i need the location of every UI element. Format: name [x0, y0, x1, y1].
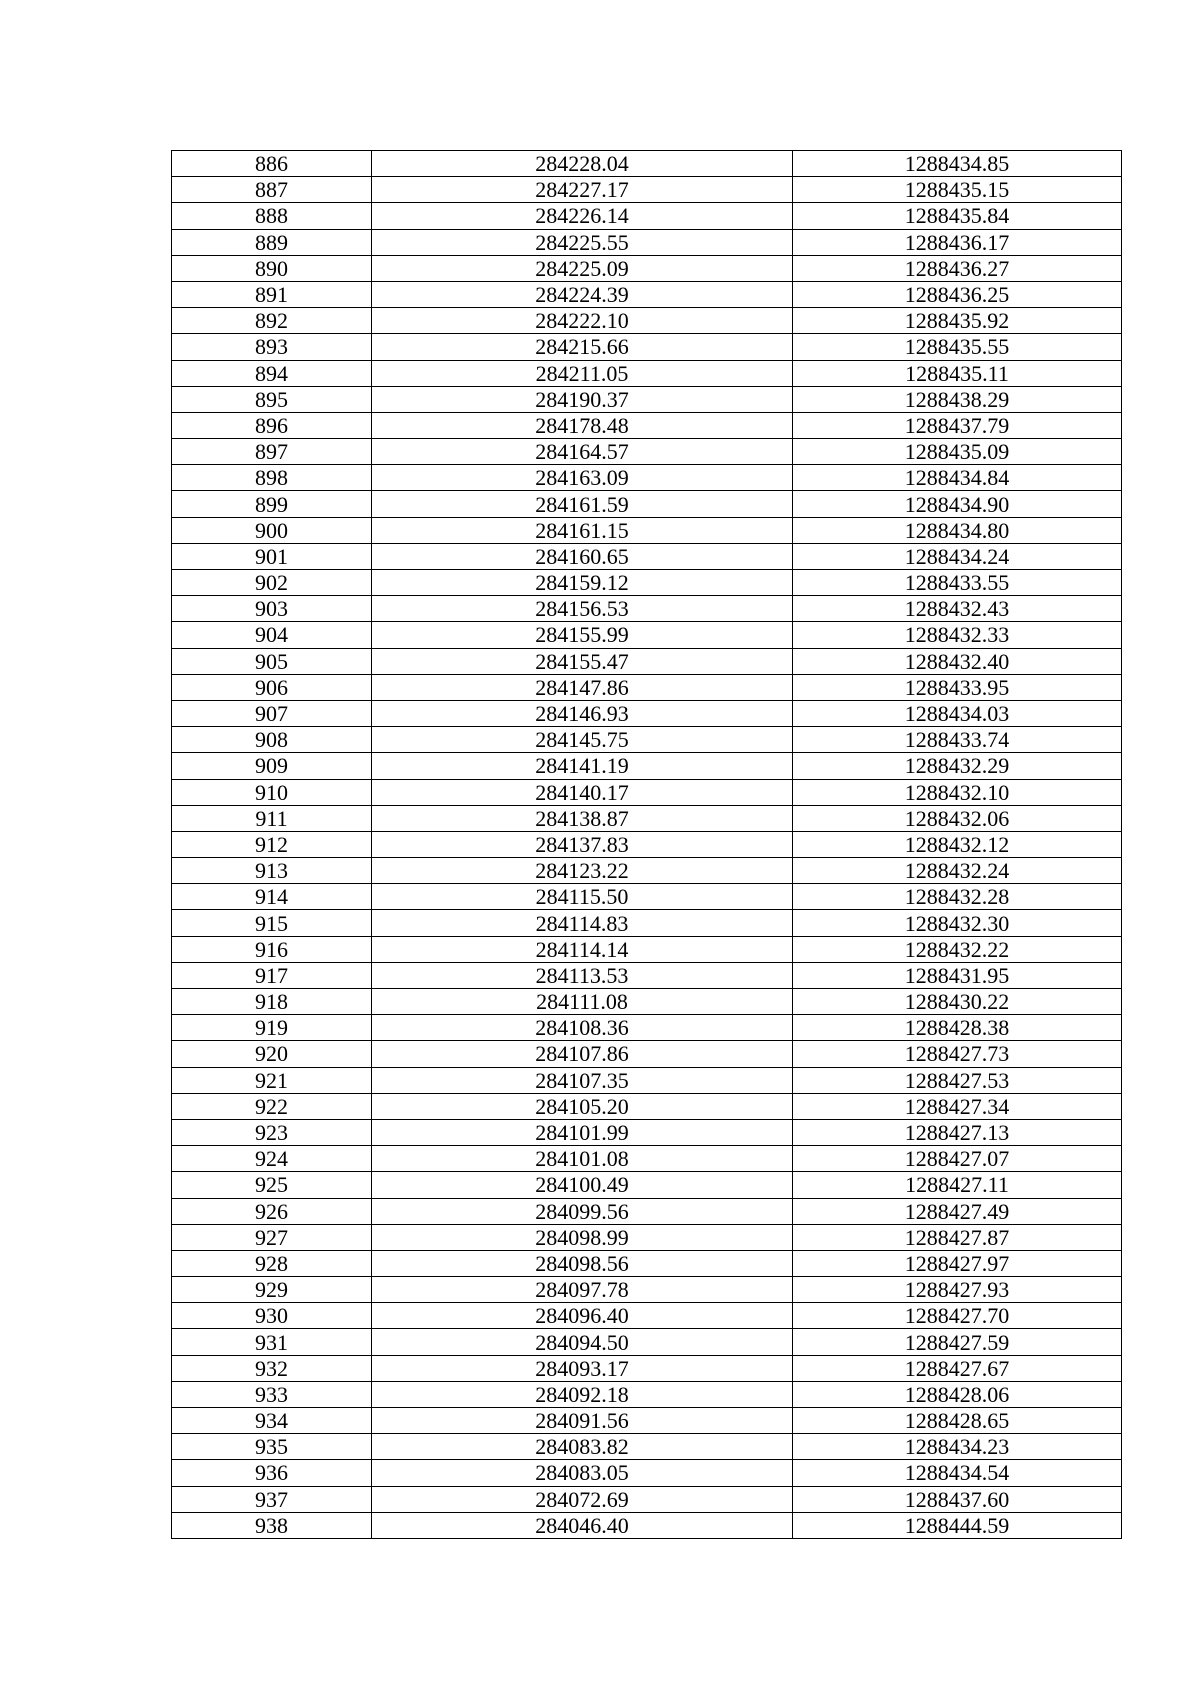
y-coordinate-cell: 1288435.15	[793, 177, 1122, 203]
y-coordinate-cell: 1288432.12	[793, 831, 1122, 857]
table-row	[172, 1512, 1122, 1538]
y-coordinate-cell: 1288435.11	[793, 360, 1122, 386]
table-row	[172, 805, 1122, 831]
x-coordinate-cell: 284147.86	[372, 674, 793, 700]
x-coordinate-cell: 284225.55	[372, 229, 793, 255]
point-number-cell: 937	[172, 1486, 372, 1512]
point-number-cell: 934	[172, 1408, 372, 1434]
y-coordinate-cell: 1288428.38	[793, 1015, 1122, 1041]
point-number-cell: 910	[172, 779, 372, 805]
point-number-cell: 907	[172, 700, 372, 726]
table-row	[172, 1119, 1122, 1145]
point-number-cell: 911	[172, 805, 372, 831]
table-row	[172, 386, 1122, 412]
x-coordinate-cell: 284137.83	[372, 831, 793, 857]
y-coordinate-cell: 1288437.79	[793, 412, 1122, 438]
y-coordinate-cell: 1288432.06	[793, 805, 1122, 831]
point-number-cell: 908	[172, 727, 372, 753]
y-coordinate-cell: 1288436.27	[793, 255, 1122, 281]
x-coordinate-cell: 284114.83	[372, 910, 793, 936]
point-number-cell: 895	[172, 386, 372, 412]
y-coordinate-cell: 1288427.53	[793, 1067, 1122, 1093]
y-coordinate-cell: 1288436.17	[793, 229, 1122, 255]
x-coordinate-cell: 284094.50	[372, 1329, 793, 1355]
y-coordinate-cell: 1288434.90	[793, 491, 1122, 517]
point-number-cell: 886	[172, 151, 372, 177]
table-row	[172, 1250, 1122, 1276]
point-number-cell: 928	[172, 1250, 372, 1276]
table-row	[172, 308, 1122, 334]
table-row	[172, 727, 1122, 753]
y-coordinate-cell: 1288435.55	[793, 334, 1122, 360]
table-row	[172, 1093, 1122, 1119]
point-number-cell: 914	[172, 884, 372, 910]
table-row	[172, 753, 1122, 779]
x-coordinate-cell: 284096.40	[372, 1303, 793, 1329]
y-coordinate-cell: 1288435.84	[793, 203, 1122, 229]
y-coordinate-cell: 1288427.67	[793, 1355, 1122, 1381]
point-number-cell: 938	[172, 1512, 372, 1538]
x-coordinate-cell: 284098.99	[372, 1224, 793, 1250]
y-coordinate-cell: 1288437.60	[793, 1486, 1122, 1512]
point-number-cell: 906	[172, 674, 372, 700]
y-coordinate-cell: 1288435.09	[793, 439, 1122, 465]
table-row	[172, 700, 1122, 726]
x-coordinate-cell: 284178.48	[372, 412, 793, 438]
y-coordinate-cell: 1288434.85	[793, 151, 1122, 177]
x-coordinate-cell: 284083.05	[372, 1460, 793, 1486]
x-coordinate-cell: 284141.19	[372, 753, 793, 779]
point-number-cell: 909	[172, 753, 372, 779]
table-row	[172, 151, 1122, 177]
table-row	[172, 858, 1122, 884]
x-coordinate-cell: 284215.66	[372, 334, 793, 360]
x-coordinate-cell: 284107.35	[372, 1067, 793, 1093]
x-coordinate-cell: 284099.56	[372, 1198, 793, 1224]
coordinate-table-body	[172, 151, 1122, 1539]
table-row	[172, 1460, 1122, 1486]
y-coordinate-cell: 1288434.80	[793, 517, 1122, 543]
table-row	[172, 1041, 1122, 1067]
x-coordinate-cell: 284160.65	[372, 543, 793, 569]
table-row	[172, 831, 1122, 857]
y-coordinate-cell: 1288427.07	[793, 1146, 1122, 1172]
point-number-cell: 905	[172, 648, 372, 674]
point-number-cell: 888	[172, 203, 372, 229]
y-coordinate-cell: 1288427.13	[793, 1119, 1122, 1145]
y-coordinate-cell: 1288438.29	[793, 386, 1122, 412]
point-number-cell: 897	[172, 439, 372, 465]
y-coordinate-cell: 1288434.54	[793, 1460, 1122, 1486]
x-coordinate-cell: 284072.69	[372, 1486, 793, 1512]
point-number-cell: 933	[172, 1381, 372, 1407]
x-coordinate-cell: 284093.17	[372, 1355, 793, 1381]
point-number-cell: 929	[172, 1277, 372, 1303]
y-coordinate-cell: 1288427.97	[793, 1250, 1122, 1276]
table-row	[172, 334, 1122, 360]
x-coordinate-cell: 284164.57	[372, 439, 793, 465]
table-row	[172, 1303, 1122, 1329]
x-coordinate-cell: 284097.78	[372, 1277, 793, 1303]
y-coordinate-cell: 1288427.59	[793, 1329, 1122, 1355]
point-number-cell: 935	[172, 1434, 372, 1460]
table-row	[172, 465, 1122, 491]
table-row	[172, 491, 1122, 517]
x-coordinate-cell: 284098.56	[372, 1250, 793, 1276]
table-row	[172, 517, 1122, 543]
y-coordinate-cell: 1288432.29	[793, 753, 1122, 779]
coordinate-table	[171, 150, 1122, 1539]
point-number-cell: 892	[172, 308, 372, 334]
point-number-cell: 926	[172, 1198, 372, 1224]
x-coordinate-cell: 284163.09	[372, 465, 793, 491]
y-coordinate-cell: 1288430.22	[793, 989, 1122, 1015]
x-coordinate-cell: 284140.17	[372, 779, 793, 805]
point-number-cell: 894	[172, 360, 372, 386]
y-coordinate-cell: 1288428.06	[793, 1381, 1122, 1407]
table-row	[172, 1486, 1122, 1512]
point-number-cell: 901	[172, 543, 372, 569]
point-number-cell: 922	[172, 1093, 372, 1119]
x-coordinate-cell: 284113.53	[372, 962, 793, 988]
y-coordinate-cell: 1288433.74	[793, 727, 1122, 753]
x-coordinate-cell: 284225.09	[372, 255, 793, 281]
point-number-cell: 927	[172, 1224, 372, 1250]
y-coordinate-cell: 1288434.24	[793, 543, 1122, 569]
point-number-cell: 899	[172, 491, 372, 517]
table-row	[172, 989, 1122, 1015]
x-coordinate-cell: 284138.87	[372, 805, 793, 831]
point-number-cell: 918	[172, 989, 372, 1015]
y-coordinate-cell: 1288432.28	[793, 884, 1122, 910]
table-row	[172, 674, 1122, 700]
y-coordinate-cell: 1288427.11	[793, 1172, 1122, 1198]
table-row	[172, 439, 1122, 465]
point-number-cell: 893	[172, 334, 372, 360]
point-number-cell: 890	[172, 255, 372, 281]
x-coordinate-cell: 284046.40	[372, 1512, 793, 1538]
table-row	[172, 1434, 1122, 1460]
point-number-cell: 919	[172, 1015, 372, 1041]
point-number-cell: 936	[172, 1460, 372, 1486]
table-row	[172, 1329, 1122, 1355]
x-coordinate-cell: 284123.22	[372, 858, 793, 884]
x-coordinate-cell: 284111.08	[372, 989, 793, 1015]
point-number-cell: 902	[172, 570, 372, 596]
table-row	[172, 596, 1122, 622]
table-row	[172, 1408, 1122, 1434]
y-coordinate-cell: 1288427.70	[793, 1303, 1122, 1329]
x-coordinate-cell: 284159.12	[372, 570, 793, 596]
x-coordinate-cell: 284108.36	[372, 1015, 793, 1041]
table-row	[172, 1277, 1122, 1303]
point-number-cell: 903	[172, 596, 372, 622]
x-coordinate-cell: 284091.56	[372, 1408, 793, 1434]
table-row	[172, 884, 1122, 910]
x-coordinate-cell: 284161.15	[372, 517, 793, 543]
x-coordinate-cell: 284146.93	[372, 700, 793, 726]
x-coordinate-cell: 284228.04	[372, 151, 793, 177]
x-coordinate-cell: 284190.37	[372, 386, 793, 412]
x-coordinate-cell: 284092.18	[372, 1381, 793, 1407]
x-coordinate-cell: 284083.82	[372, 1434, 793, 1460]
point-number-cell: 904	[172, 622, 372, 648]
x-coordinate-cell: 284155.99	[372, 622, 793, 648]
point-number-cell: 913	[172, 858, 372, 884]
table-row	[172, 622, 1122, 648]
y-coordinate-cell: 1288427.34	[793, 1093, 1122, 1119]
y-coordinate-cell: 1288427.87	[793, 1224, 1122, 1250]
y-coordinate-cell: 1288435.92	[793, 308, 1122, 334]
x-coordinate-cell: 284222.10	[372, 308, 793, 334]
table-row	[172, 1381, 1122, 1407]
table-row	[172, 203, 1122, 229]
y-coordinate-cell: 1288432.30	[793, 910, 1122, 936]
point-number-cell: 925	[172, 1172, 372, 1198]
x-coordinate-cell: 284227.17	[372, 177, 793, 203]
y-coordinate-cell: 1288432.22	[793, 936, 1122, 962]
x-coordinate-cell: 284145.75	[372, 727, 793, 753]
y-coordinate-cell: 1288432.33	[793, 622, 1122, 648]
y-coordinate-cell: 1288444.59	[793, 1512, 1122, 1538]
table-row	[172, 570, 1122, 596]
table-row	[172, 177, 1122, 203]
y-coordinate-cell: 1288434.84	[793, 465, 1122, 491]
x-coordinate-cell: 284101.08	[372, 1146, 793, 1172]
point-number-cell: 917	[172, 962, 372, 988]
table-row	[172, 1355, 1122, 1381]
point-number-cell: 896	[172, 412, 372, 438]
y-coordinate-cell: 1288431.95	[793, 962, 1122, 988]
point-number-cell: 921	[172, 1067, 372, 1093]
x-coordinate-cell: 284155.47	[372, 648, 793, 674]
y-coordinate-cell: 1288427.93	[793, 1277, 1122, 1303]
y-coordinate-cell: 1288433.95	[793, 674, 1122, 700]
y-coordinate-cell: 1288432.40	[793, 648, 1122, 674]
point-number-cell: 923	[172, 1119, 372, 1145]
x-coordinate-cell: 284224.39	[372, 281, 793, 307]
point-number-cell: 930	[172, 1303, 372, 1329]
table-row	[172, 936, 1122, 962]
x-coordinate-cell: 284156.53	[372, 596, 793, 622]
point-number-cell: 898	[172, 465, 372, 491]
table-row	[172, 779, 1122, 805]
point-number-cell: 924	[172, 1146, 372, 1172]
x-coordinate-cell: 284226.14	[372, 203, 793, 229]
point-number-cell: 887	[172, 177, 372, 203]
x-coordinate-cell: 284115.50	[372, 884, 793, 910]
point-number-cell: 915	[172, 910, 372, 936]
table-row	[172, 360, 1122, 386]
x-coordinate-cell: 284101.99	[372, 1119, 793, 1145]
x-coordinate-cell: 284161.59	[372, 491, 793, 517]
y-coordinate-cell: 1288427.73	[793, 1041, 1122, 1067]
table-row	[172, 543, 1122, 569]
y-coordinate-cell: 1288428.65	[793, 1408, 1122, 1434]
point-number-cell: 912	[172, 831, 372, 857]
table-row	[172, 1067, 1122, 1093]
table-row	[172, 229, 1122, 255]
y-coordinate-cell: 1288433.55	[793, 570, 1122, 596]
point-number-cell: 932	[172, 1355, 372, 1381]
table-row	[172, 412, 1122, 438]
point-number-cell: 889	[172, 229, 372, 255]
point-number-cell: 931	[172, 1329, 372, 1355]
y-coordinate-cell: 1288436.25	[793, 281, 1122, 307]
x-coordinate-cell: 284107.86	[372, 1041, 793, 1067]
y-coordinate-cell: 1288432.43	[793, 596, 1122, 622]
y-coordinate-cell: 1288434.03	[793, 700, 1122, 726]
table-row	[172, 1224, 1122, 1250]
y-coordinate-cell: 1288432.24	[793, 858, 1122, 884]
point-number-cell: 900	[172, 517, 372, 543]
y-coordinate-cell: 1288432.10	[793, 779, 1122, 805]
y-coordinate-cell: 1288434.23	[793, 1434, 1122, 1460]
y-coordinate-cell: 1288427.49	[793, 1198, 1122, 1224]
point-number-cell: 920	[172, 1041, 372, 1067]
table-row	[172, 1172, 1122, 1198]
x-coordinate-cell: 284211.05	[372, 360, 793, 386]
x-coordinate-cell: 284105.20	[372, 1093, 793, 1119]
table-row	[172, 1015, 1122, 1041]
table-row	[172, 1146, 1122, 1172]
point-number-cell: 891	[172, 281, 372, 307]
table-row	[172, 962, 1122, 988]
point-number-cell: 916	[172, 936, 372, 962]
x-coordinate-cell: 284114.14	[372, 936, 793, 962]
table-row	[172, 910, 1122, 936]
table-row	[172, 255, 1122, 281]
x-coordinate-cell: 284100.49	[372, 1172, 793, 1198]
table-row	[172, 1198, 1122, 1224]
table-row	[172, 648, 1122, 674]
table-row	[172, 281, 1122, 307]
